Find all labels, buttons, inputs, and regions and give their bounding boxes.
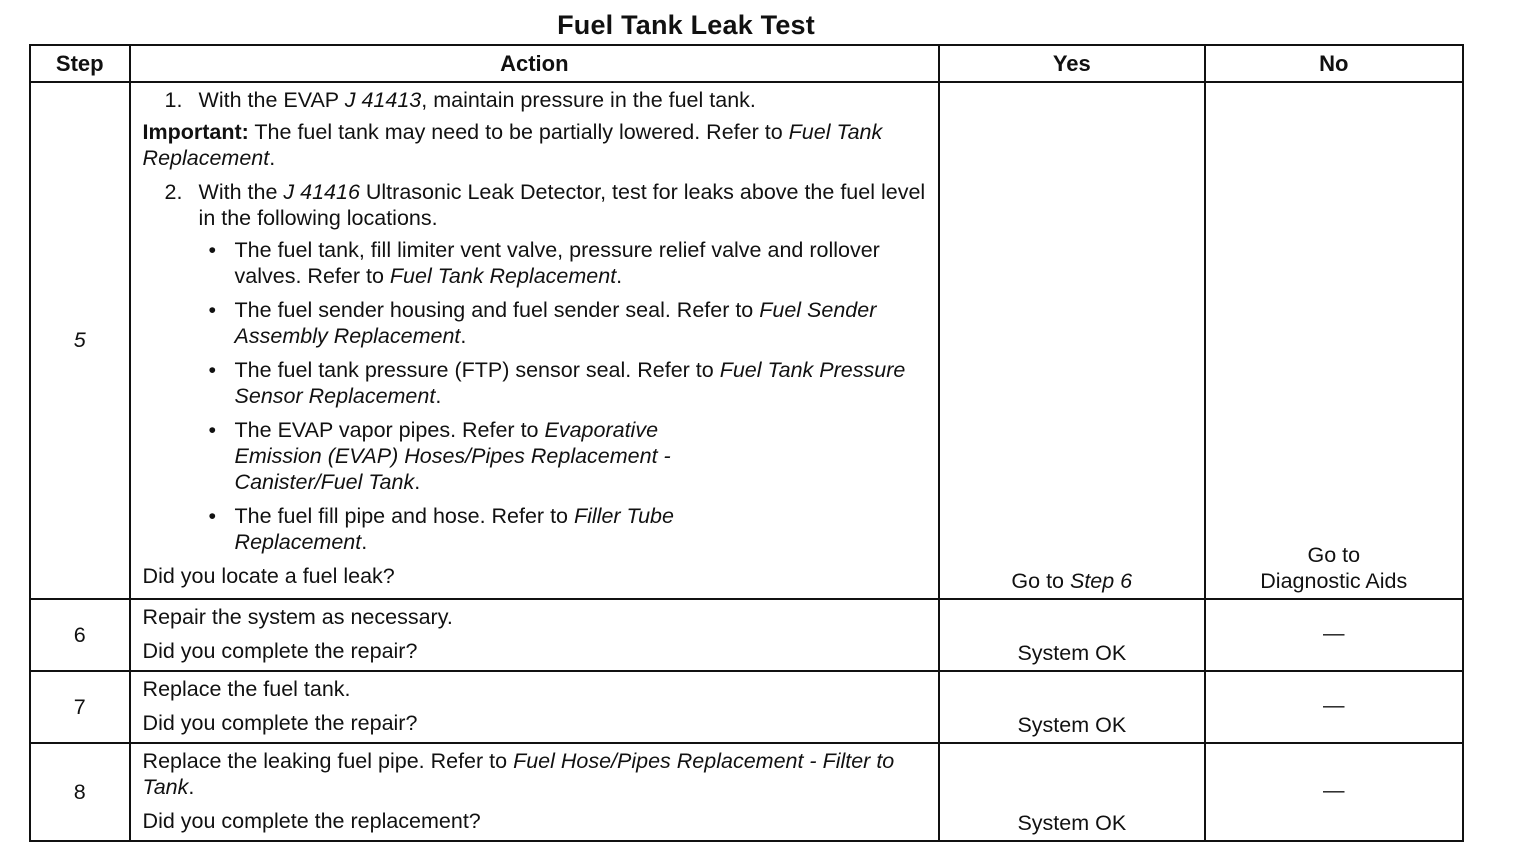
text-run: . (361, 530, 368, 554)
numbered-item-1 (143, 87, 929, 113)
procedure-reference: Evaporative Emission (EVAP) Hoses/Pipes Replacement - Canister/Fuel Tank (234, 418, 671, 494)
table-row-step-6 (30, 599, 1463, 671)
table-row-step-7 (30, 671, 1463, 743)
text-run: Go to (1011, 569, 1070, 593)
yes-cell-8: System OK (939, 743, 1204, 841)
action-cell-8 (130, 743, 940, 841)
yes-cell-7: System OK (939, 671, 1204, 743)
text-run: , maintain pressure in the fuel tank. (421, 88, 756, 112)
procedure-reference: Fuel Tank Pressure Sensor Replacement (234, 358, 906, 408)
no-cell-8: — (1205, 743, 1463, 841)
no-cell-6: — (1205, 599, 1463, 671)
bullet-icon: • (208, 238, 217, 262)
item-number: 1. (164, 88, 183, 112)
action-text: Replace the fuel tank. (142, 677, 351, 701)
item-text (199, 179, 929, 231)
question-8: Did you complete the replacement? (142, 809, 481, 833)
text-run: . (435, 384, 442, 408)
bullet-item-5 (143, 503, 929, 555)
tool-reference: J 41416 (283, 180, 360, 204)
step-number-6: 6 (30, 599, 130, 671)
step-number-5: 5 (30, 82, 130, 599)
header-yes: Yes (939, 45, 1204, 82)
text-run: . (460, 324, 467, 348)
procedure-reference: Fuel Tank Replacement (389, 264, 617, 288)
text-run: With the (198, 180, 284, 204)
action-text (143, 748, 929, 800)
text-run: The fuel sender housing and fuel sender seal. Refer to (234, 298, 760, 322)
action-text: Repair the system as necessary. (142, 605, 453, 629)
question-7: Did you complete the repair? (142, 711, 418, 735)
header-step: Step (30, 45, 130, 82)
bullet-icon: • (208, 504, 217, 528)
bullet-item-1 (143, 237, 929, 289)
tool-reference: J 41413 (344, 88, 422, 112)
text-run: With the EVAP (198, 88, 345, 112)
step-number-7: 7 (30, 671, 130, 743)
bullet-icon: • (208, 418, 217, 442)
procedure-reference: Fuel Sender Assembly Replacement (234, 298, 877, 348)
important-label: Important: (142, 120, 249, 144)
bullet-item-3 (143, 357, 929, 409)
diagnostic-aids-reference: Diagnostic Aids (1260, 569, 1408, 593)
yes-cell-5 (939, 82, 1204, 599)
text-run: The fuel tank may need to be partially lowered. Refer to (248, 120, 789, 144)
bullet-icon: • (208, 358, 217, 382)
header-no: No (1205, 45, 1463, 82)
bullet-text (235, 297, 929, 349)
yes-cell-6: System OK (939, 599, 1204, 671)
action-cell-5 (130, 82, 940, 599)
procedure-reference: Fuel Tank Replacement (142, 120, 883, 170)
question-5: Did you locate a fuel leak? (142, 564, 395, 588)
table-row-step-5 (30, 82, 1463, 599)
bullet-item-2 (143, 297, 929, 349)
text-run: . (188, 775, 195, 799)
text-run: Go to (1307, 543, 1361, 567)
item-text (199, 87, 756, 113)
step-number-8: 8 (30, 743, 130, 841)
text-run: Replace the leaking fuel pipe. Refer to (142, 749, 514, 773)
procedure-reference: Fuel Hose/Pipes Replacement - Filter to Tank (142, 749, 895, 799)
table-row-step-8 (30, 743, 1463, 841)
no-cell-7: — (1205, 671, 1463, 743)
numbered-item-2 (143, 179, 929, 231)
bullet-text (235, 417, 749, 495)
page-title: Fuel Tank Leak Test (557, 10, 815, 40)
text-run: The fuel fill pipe and hose. Refer to (234, 504, 574, 528)
important-note (143, 119, 929, 171)
bullet-icon: • (208, 298, 217, 322)
item-number: 2. (164, 180, 183, 204)
action-cell-7 (130, 671, 940, 743)
text-run: Ultrasonic Leak Detector, test for leaks above the fuel level in the following locations. (198, 180, 926, 230)
bullet-text (235, 357, 929, 409)
bullet-text (235, 503, 779, 555)
text-run: The EVAP vapor pipes. Refer to (234, 418, 545, 442)
action-cell-6 (130, 599, 940, 671)
header-row (30, 45, 1463, 82)
text-run: The fuel tank pressure (FTP) sensor seal. Refer to (234, 358, 720, 382)
question-6: Did you complete the repair? (142, 639, 418, 663)
bullet-text (235, 237, 929, 289)
text-run: . (269, 146, 276, 170)
text-run: . (414, 470, 421, 494)
leak-test-table (29, 44, 1464, 842)
procedure-reference: Filler Tube Replacement (234, 504, 674, 554)
text-run: . (616, 264, 623, 288)
header-action: Action (130, 45, 940, 82)
no-cell-5 (1205, 82, 1463, 599)
step-reference: Step 6 (1069, 569, 1133, 593)
bullet-item-4 (143, 417, 929, 495)
text-run: The fuel tank, fill limiter vent valve, pressure relief valve and rollover valves. Refer to (234, 238, 880, 288)
